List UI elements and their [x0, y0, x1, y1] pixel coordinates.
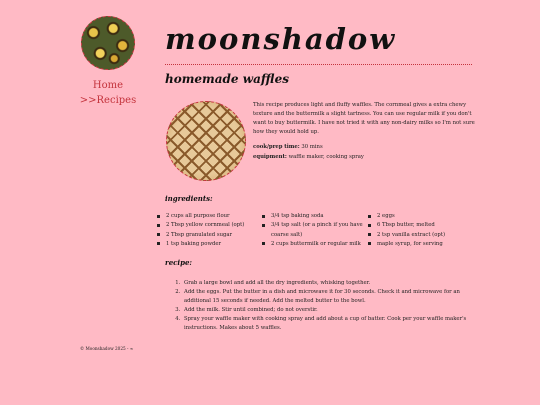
recipe-steps — [176, 279, 480, 333]
recipe-meta — [253, 143, 475, 162]
ingredient-item: 6 Tbsp butter, melted — [368, 221, 468, 230]
recipe-step: 1. Grab a large bowl and add all the dry ingredients, whisking together. — [182, 279, 480, 288]
waffle-photo — [166, 101, 246, 181]
ingredient-item: 2 eggs — [368, 212, 468, 221]
intro-text: This recipe produces light and fluffy waffles. The cornmeal gives a extra chewy texture and the buttermilk a slight tartness. You can use regular milk if you don't want to buy buttermilk. I have not tried it with any non-dairy milks so I'm not sure how they would hold up. — [253, 102, 475, 135]
ingredient-item: 2 Tbsp yellow cornmeal (opt) — [157, 221, 252, 230]
cook-time-row — [253, 143, 475, 153]
recipe-heading: recipe: — [165, 258, 192, 267]
ingredient-item: 2 tsp vanilla extract (opt) — [368, 231, 468, 240]
ingredients-heading: ingredients: — [165, 194, 213, 203]
sunflowers-avatar — [81, 16, 135, 70]
site-title: moonshadow — [165, 22, 397, 56]
sidebar — [78, 16, 138, 106]
equipment-value: waffle maker, cooking spray — [288, 153, 364, 160]
equipment-label: equipment: — [253, 153, 287, 160]
ingredients-column-3 — [368, 212, 468, 249]
recipe-step: 2. Add the eggs. Put the butter in a dish and microwave it for 30 seconds. Check it and microwave for an additional 15 seconds if needed. Add the melted butter to the bowl. — [182, 288, 480, 306]
nav-recipes-link[interactable]: >>Recipes — [79, 95, 137, 106]
nav-home-link[interactable]: Home — [92, 80, 124, 91]
cook-time-label: cook/prep time: — [253, 144, 300, 150]
footer-copyright: © Moonshadow 2025 - ∞ — [80, 346, 134, 351]
ingredient-item: 3/4 tsp baking soda — [262, 212, 366, 221]
ingredient-item: 2 cups all purpose flour — [157, 212, 252, 221]
equipment-row — [253, 153, 475, 163]
ingredient-item: 2 Tbsp granulated sugar — [157, 231, 252, 240]
ingredients-column-1 — [157, 212, 252, 249]
ingredient-item: 3/4 tsp salt (or a pinch if you have coarse salt) — [262, 221, 366, 240]
recipe-step: 3. Add the milk. Stir until combined; do not overstir. — [182, 306, 480, 315]
ingredient-item: 1 tsp baking powder — [157, 240, 252, 249]
ingredient-item: maple syrup, for serving — [368, 240, 468, 249]
recipe-intro — [253, 101, 475, 162]
ingredients-column-2 — [262, 212, 366, 249]
cook-time-value: 30 mins — [301, 144, 323, 150]
title-divider — [165, 64, 472, 65]
ingredient-item: 2 cups buttermilk or regular milk — [262, 240, 366, 249]
page-heading: homemade waffles — [165, 72, 289, 86]
recipe-step: 4. Spray your waffle maker with cooking spray and add about a cup of batter. Cook per your waffle maker's instructions. Makes about 5 waffles. — [182, 315, 480, 333]
